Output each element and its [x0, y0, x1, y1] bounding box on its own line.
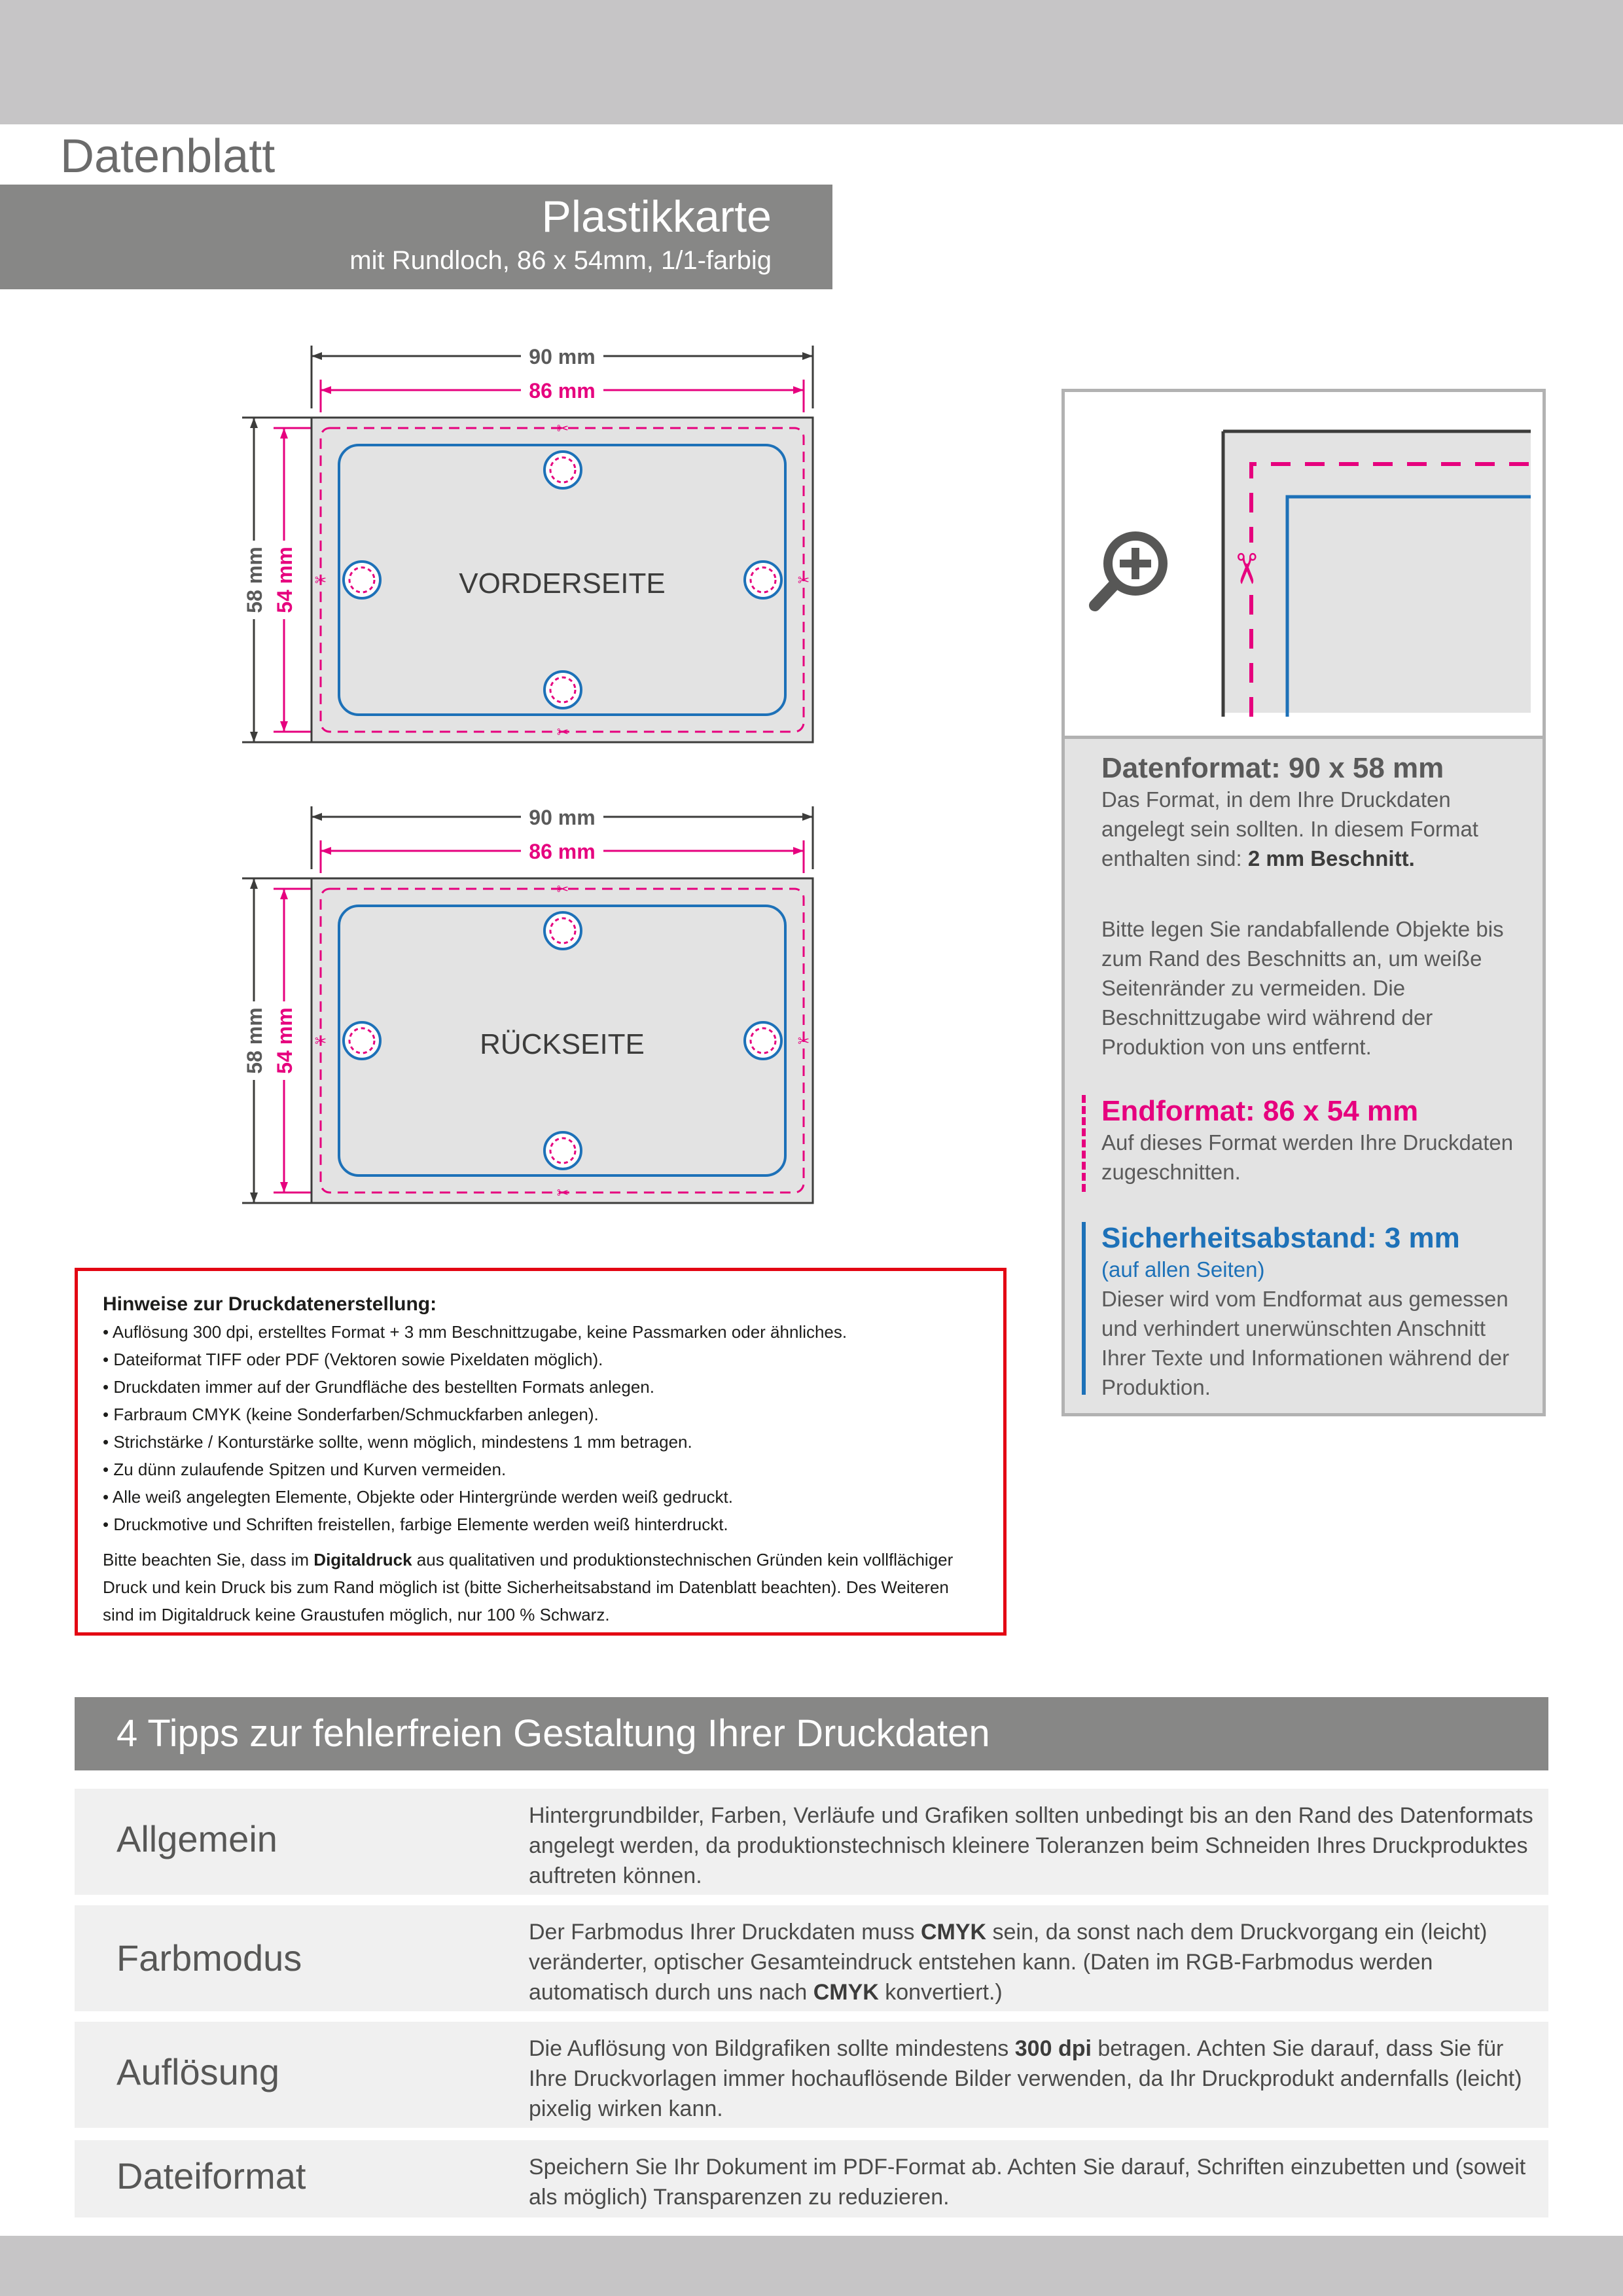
back-width-outer: 90 mm — [529, 806, 596, 829]
digital-print-note: Bitte beachten Sie, dass im Digitaldruck aus qualitativen und produktionstechnischen Gründen kein vollflächiger Druck und kein Druck bis zum Rand möglich ist (bitte Sicherheitsabstand im Datenblatt beachten). Des Weiteren sind im Digitaldruck keine Graustufen möglich, nur 100 % Schwarz. — [103, 1550, 954, 1624]
front-width-outer: 90 mm — [529, 345, 596, 368]
tip-row-resolution — [75, 2022, 1548, 2128]
datasheet-tag — [0, 124, 326, 185]
hint-item: • Farbraum CMYK (keine Sonderfarben/Schmuckfarben anlegen). — [103, 1401, 980, 1428]
product-title: Plastikkarte — [541, 192, 772, 242]
tip-label: Farbmodus — [116, 1937, 302, 1979]
end-format-title: Endformat: 86 x 54 mm — [1101, 1095, 1419, 1127]
diagram-back — [241, 804, 813, 1203]
back-width-inner: 86 mm — [529, 840, 596, 863]
end-format-text: Auf dieses Format werden Ihre Druckdaten zugeschnitten. — [1101, 1130, 1514, 1184]
end-format-marker — [1082, 1095, 1086, 1192]
tip-label: Allgemein — [116, 1818, 277, 1859]
hint-item: • Alle weiß angelegten Elemente, Objekte oder Hintergründe werden weiß gedruckt. — [103, 1483, 980, 1511]
tip-row-color-mode — [75, 1905, 1548, 2011]
data-format-title: Datenformat: 90 x 58 mm — [1101, 752, 1444, 784]
diagram-front — [241, 343, 813, 742]
hint-item: • Dateiformat TIFF oder PDF (Vektoren sowie Pixeldaten möglich). — [103, 1346, 980, 1373]
hint-item: • Druckmotive und Schriften freistellen, farbige Elemente werden weiß hinterdruckt. — [103, 1511, 980, 1538]
end-format-section — [1101, 1095, 1533, 1187]
front-height-inner: 54 mm — [273, 547, 296, 613]
back-label: RÜCKSEITE — [480, 1028, 645, 1060]
tip-text: Hintergrundbilder, Farben, Verläufe und Grafiken sollten unbedingt bis an den Rand des Datenformats angelegt werden, da produktionstechnisch kleinere Toleranzen beim Schneiden Ihres Druckproduktes auftreten können. — [529, 1803, 1533, 1888]
bottom-band — [0, 2236, 1623, 2296]
safety-margin-marker — [1082, 1222, 1086, 1395]
hint-item: • Auflösung 300 dpi, erstelltes Format + 3 mm Beschnittzugabe, keine Passmarken oder ähnliches. — [103, 1318, 980, 1346]
tip-text: Die Auflösung von Bildgrafiken sollte mindestens 300 dpi betragen. Achten Sie darauf, dass Sie für Ihre Druckvorlagen immer hochauflösende Bilder verwenden, da Ihr Druckprodukt andernfalls (leicht) pixelig wirken kann. — [529, 2036, 1522, 2121]
safety-margin-title: Sicherheitsabstand: 3 mm — [1101, 1222, 1460, 1254]
hint-item: • Strichstärke / Konturstärke sollte, wenn möglich, mindestens 1 mm betragen. — [103, 1428, 980, 1456]
card-diagrams — [216, 334, 831, 1224]
bleed-note: Bitte legen Sie randabfallende Objekte bis zum Rand des Beschnitts an, um weiße Seitenränder zu vermeiden. Die Beschnittzugabe wird während der Produktion von uns entfernt. — [1101, 917, 1504, 1059]
datasheet-label: Datenblatt — [60, 130, 276, 183]
tip-row-file-format — [75, 2140, 1548, 2217]
hint-item: • Druckdaten immer auf der Grundfläche des bestellten Formats anlegen. — [103, 1373, 980, 1401]
scissors-icon: ✂ — [1222, 551, 1270, 586]
tip-label: Dateiformat — [116, 2155, 306, 2197]
top-band — [0, 0, 1623, 124]
format-info-panel — [1061, 389, 1546, 1416]
data-format-text: Das Format, in dem Ihre Druckdaten angelegt sein sollten. In diesem Format enthalten sind: — [1101, 787, 1478, 870]
hints-title: Hinweise zur Druckdatenerstellung: — [103, 1293, 437, 1315]
zoom-detail — [1065, 392, 1543, 739]
back-height-outer: 58 mm — [243, 1007, 266, 1074]
tips-heading: 4 Tipps zur fehlerfreien Gestaltung Ihrer Druckdaten — [75, 1697, 1548, 1770]
front-height-outer: 58 mm — [243, 547, 266, 613]
data-format-bleed: 2 mm Beschnitt. — [1247, 846, 1415, 870]
safety-margin-subtitle: (auf allen Seiten) — [1101, 1257, 1265, 1282]
tip-label: Auflösung — [116, 2051, 280, 2092]
print-hints-box — [75, 1268, 1007, 1636]
hints-list — [103, 1318, 980, 1538]
tip-row-general — [75, 1789, 1548, 1895]
tip-text: Speichern Sie Ihr Dokument im PDF-Format ab. Achten Sie darauf, Schriften einzubetten und (soweit als möglich) Transparenzen zu reduzieren. — [529, 2155, 1526, 2210]
title-bar — [0, 185, 832, 289]
front-width-inner: 86 mm — [529, 379, 596, 403]
tip-text: Der Farbmodus Ihrer Druckdaten muss CMYK sein, da sonst nach dem Druckvorgang ein (leicht) veränderter, optischer Gesamteindruck entstehen kann. (Daten im RGB-Farbmodus werden automatisch durch uns nach CMYK konvertiert.) — [529, 1920, 1488, 2005]
safety-margin-text: Dieser wird vom Endformat aus gemessen und verhindert unerwünschten Anschnitt Ihrer Texte und Informationen während der Produktion. — [1101, 1287, 1510, 1399]
back-height-inner: 54 mm — [273, 1007, 296, 1074]
product-subtitle: mit Rundloch, 86 x 54mm, 1/1-farbig — [349, 246, 772, 275]
data-format-section — [1101, 752, 1533, 873]
safety-margin-section — [1101, 1222, 1533, 1402]
zoom-in-icon — [1095, 536, 1163, 605]
front-label: VORDERSEITE — [459, 567, 666, 600]
hint-item: • Zu dünn zulaufende Spitzen und Kurven vermeiden. — [103, 1456, 980, 1483]
